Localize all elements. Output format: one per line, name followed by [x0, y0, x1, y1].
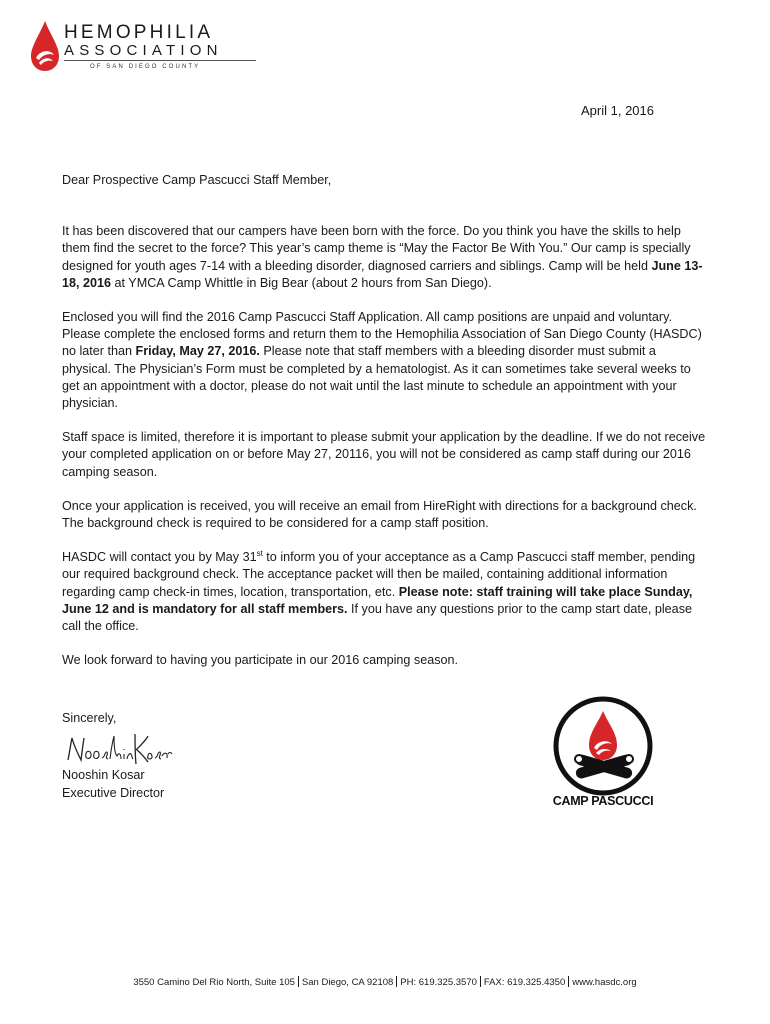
letterhead-divider: [64, 60, 256, 61]
p5-text-a: HASDC will contact you by May 31: [62, 550, 257, 565]
letterhead-county: OF SAN DIEGO COUNTY: [90, 64, 201, 70]
footer-city: San Diego, CA 92108: [301, 977, 394, 988]
salutation: Dear Prospective Camp Pascucci Staff Member,: [62, 173, 332, 187]
footer-website: www.hasdc.org: [572, 977, 637, 988]
p2-text-b: Please note that staff members with a bleeding disorder must submit a physical. The Physician’s Form must be completed by a hematologist. As it can sometimes take several weeks to get an appointment with a doctor, please do not wait until the last minute to schedule an appointment with your physician.: [62, 344, 691, 411]
signer-title: Executive Director: [62, 786, 165, 800]
footer-fax: FAX: 619.325.4350: [483, 977, 566, 988]
p1-text-b: at YMCA Camp Whittle in Big Bear (about 2 hours from San Diego).: [111, 275, 492, 290]
paragraph-background-check: Once your application is received, you will receive an email from HireRight with directions for a background check. The background check is required to be considered for a camp staff position.: [62, 498, 697, 531]
p5-superscript: st: [256, 549, 263, 559]
paragraph-application: [62, 309, 707, 412]
camp-pascucci-logo: [545, 693, 663, 811]
p1-text-a: It has been discovered that our campers have been born with the force. Do you think you have the skills to help them find the secret to the force? This year’s camp theme is “May the Factor Be With You.” Our camp is specially designed for youth ages 7-14 with a bleeding disorder, diagnosed carriers and siblings. Camp will be held: [62, 224, 691, 273]
paragraph-theme: [62, 223, 707, 292]
p2-bold-deadline: Friday, May 27, 2016.: [135, 344, 260, 359]
footer-phone: PH: 619.325.3570: [400, 977, 477, 988]
footer-separator: [396, 976, 397, 987]
camp-logo-label: CAMP PASCUCCI: [552, 794, 654, 808]
footer-contact: [0, 976, 770, 988]
signer-name: Nooshin Kosar: [62, 768, 145, 782]
letterhead-subtitle: ASSOCIATION: [64, 42, 223, 59]
handwritten-signature: [64, 730, 174, 768]
footer-separator: [298, 976, 299, 987]
campfire-drop-icon: [575, 711, 634, 780]
blood-drop-icon: [30, 20, 60, 72]
paragraph-acceptance: [62, 549, 707, 635]
p1-bold-dates: June 13-18, 2016: [62, 258, 703, 290]
p5-bold-training: Please note: staff training will take place Sunday, June 12 and is mandatory for all staff members.: [62, 584, 693, 616]
signer-block: [62, 766, 164, 802]
paragraph-closing: We look forward to having you participate in our 2016 camping season.: [62, 653, 459, 668]
footer-separator: [568, 976, 569, 987]
p5-text-c: If you have any questions prior to the camp start date, please call the office.: [62, 601, 692, 634]
letterhead-title: HEMOPHILIA: [64, 22, 214, 43]
letter-body: [62, 172, 707, 686]
p2-text-a: Enclosed you will find the 2016 Camp Pascucci Staff Application. All camp positions are unpaid and voluntary. Please complete the enclosed forms and return them to the Hemophilia Association of San Diego County (HASDC) no later than: [62, 310, 702, 359]
p5-text-b: to inform you of your acceptance as a Camp Pascucci staff member, pending our required background check. The acceptance packet will then be mailed, containing additional information regarding camp check-in times, location, transportation, etc.: [62, 550, 696, 599]
letter-date: April 1, 2016: [581, 103, 654, 118]
footer-separator: [480, 976, 481, 987]
footer-address: 3550 Camino Del Rio North, Suite 105: [133, 977, 295, 988]
letterhead-logo: [30, 18, 240, 78]
paragraph-deadline: Staff space is limited, therefore it is important to please submit your application by the deadline. If we do not receive your completed application on or before May 27, 20116, you will not be considered as camp staff during our 2016 camping season.: [62, 430, 706, 479]
closing: Sincerely,: [62, 711, 117, 725]
